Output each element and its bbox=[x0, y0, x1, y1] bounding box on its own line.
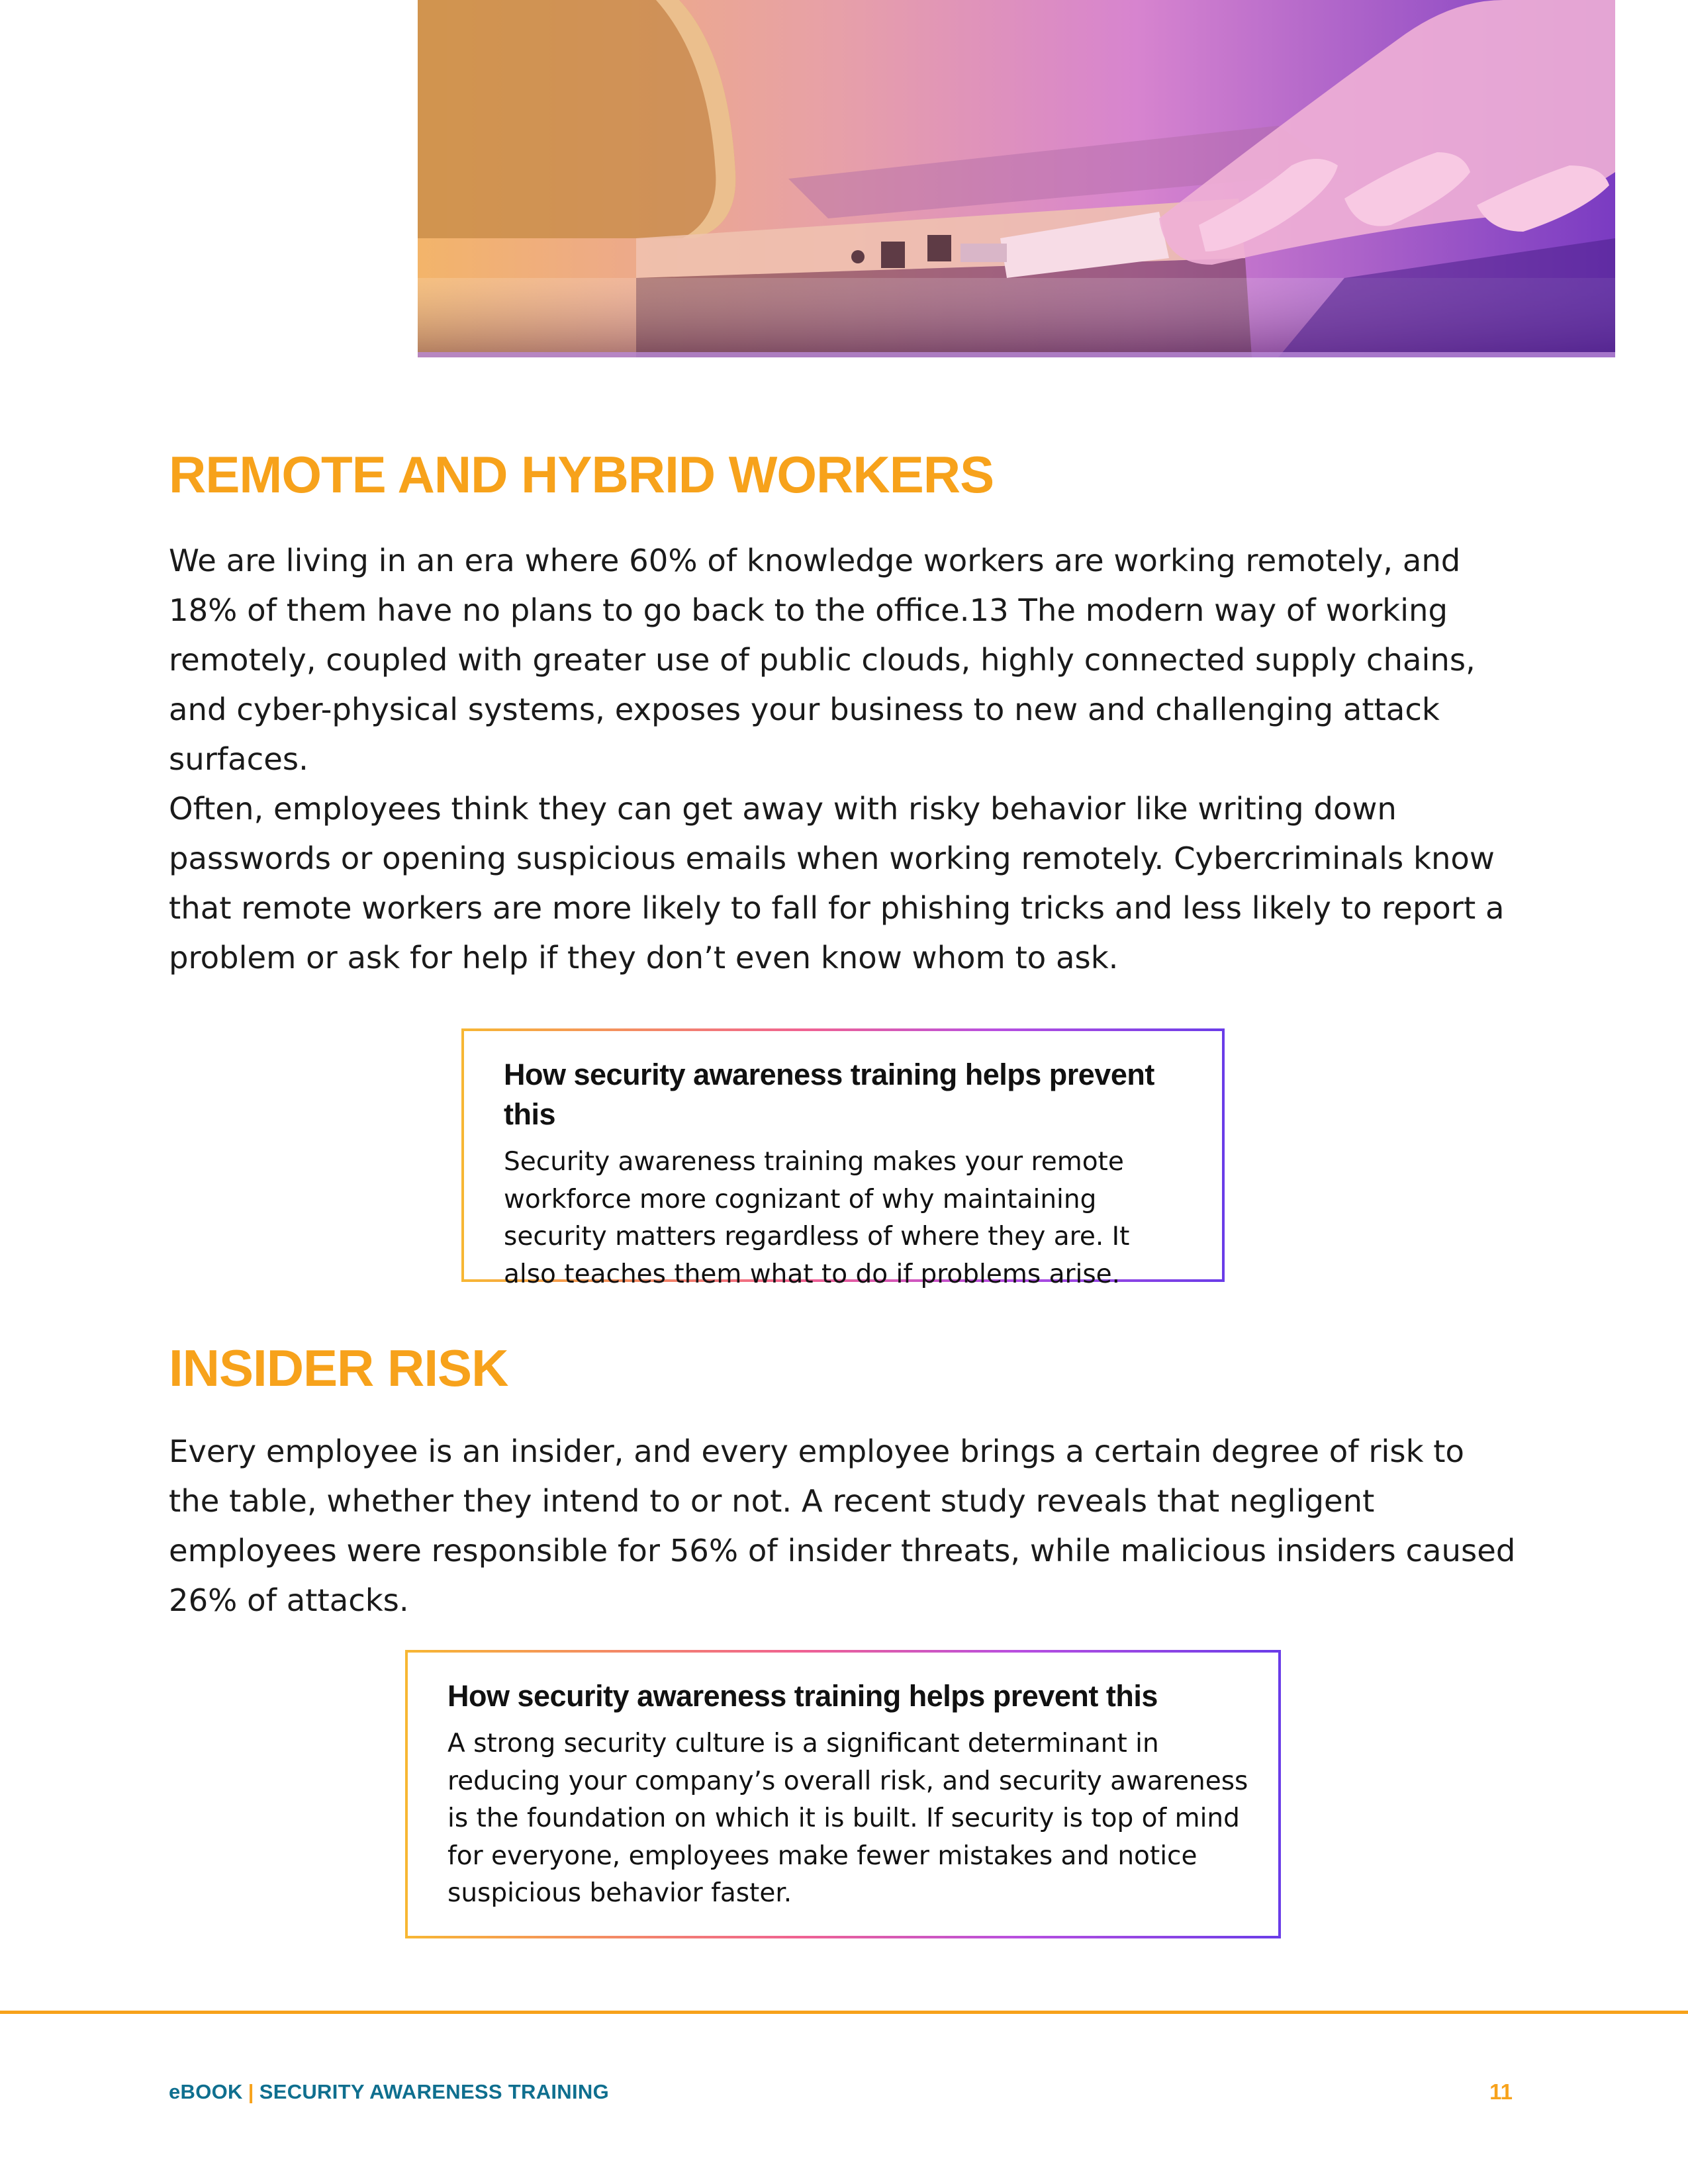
page-number: 11 bbox=[1489, 2079, 1513, 2104]
section-title-remote-workers: REMOTE AND HYBRID WORKERS bbox=[169, 445, 994, 504]
footer-separator: | bbox=[248, 2080, 254, 2103]
footer-ebook-label: eBOOK bbox=[169, 2080, 243, 2103]
footer-doc-title: SECURITY AWARENESS TRAINING bbox=[259, 2080, 610, 2103]
footer-document-label bbox=[169, 2079, 609, 2105]
section-title-insider-risk: INSIDER RISK bbox=[169, 1339, 508, 1397]
remote-paragraph-2: Often, employees think they can get away with risky behavior like writing down passwords or opening suspicious emails when working remotely. Cybercriminals know that remote workers are more likely to fall for phishing tricks and less likely to report a problem or ask for help if they don’t even know whom to ask. bbox=[169, 791, 1505, 976]
insider-callout-box bbox=[405, 1650, 1281, 1938]
callout-text: A strong security culture is a significant determinant in reducing your company’s overall risk, and security awareness is the foundation on which it is built. If security is top of mind for everyone, employees make fewer mistakes and notice suspicious behavior faster. bbox=[447, 1729, 1248, 1908]
hero-image bbox=[418, 0, 1615, 357]
callout-heading: How security awareness training helps prevent this bbox=[447, 1679, 1158, 1713]
insider-paragraph-1: Every employee is an insider, and every employee brings a certain degree of risk to the table, whether they intend to or not. A recent study reveals that negligent employees were responsible for 56% of insider threats, while malicious insiders caused 26% of attacks. bbox=[169, 1433, 1516, 1618]
remote-paragraph-1: We are living in an era where 60% of knowledge workers are working remotely, and 18% of them have no plans to go back to the office.13 The modern way of working remotely, coupled with greater use of public clouds, highly connected supply chains, and cyber-physical systems, exposes your business to new and challenging attack surfaces. bbox=[169, 543, 1476, 777]
callout-heading: How security awareness training helps prevent this bbox=[504, 1058, 1154, 1131]
laptop-usb-photo bbox=[418, 0, 1615, 357]
remote-callout-box bbox=[461, 1028, 1225, 1289]
callout-text: Security awareness training makes your remote workforce more cognizant of why maintaining security matters regardless of where they are. It also teaches them what to do if problems arise. bbox=[504, 1147, 1130, 1289]
footer-divider bbox=[0, 2011, 1688, 2014]
